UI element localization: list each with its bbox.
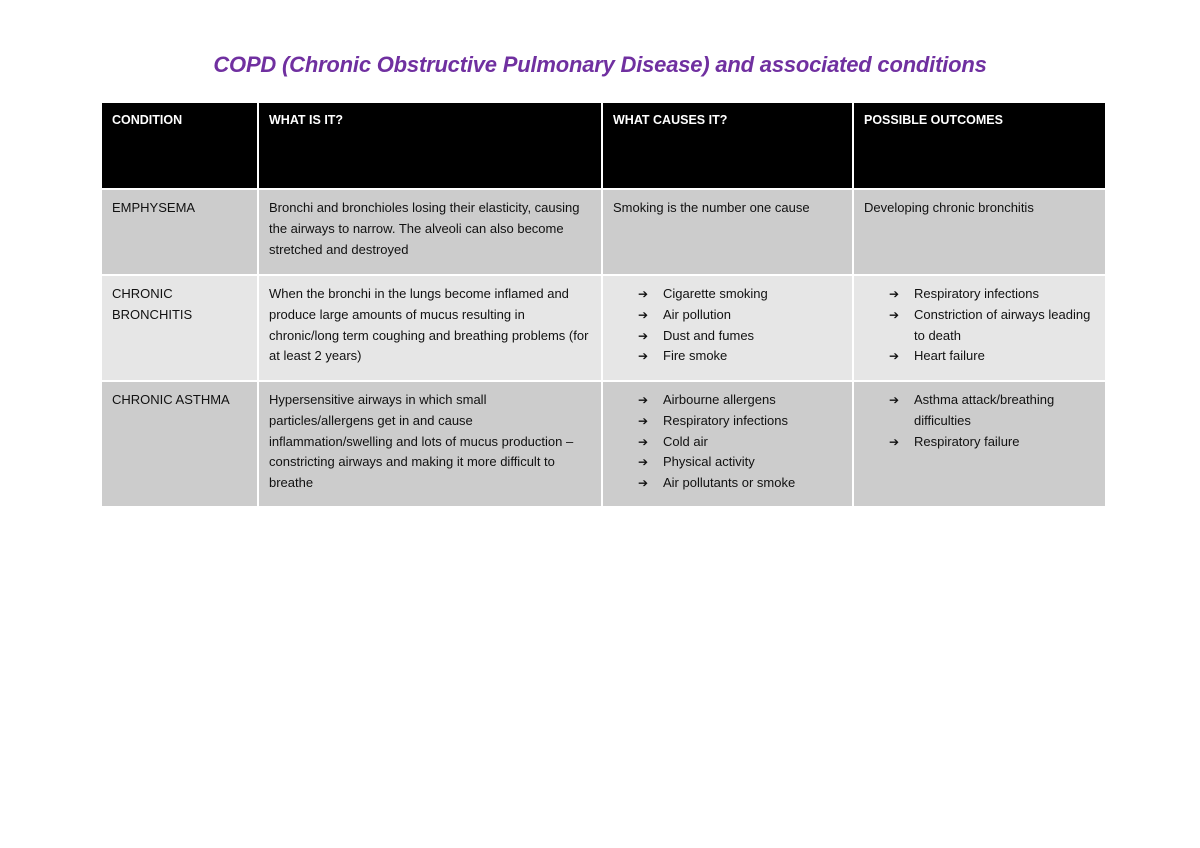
arrow-right-icon: ➔ <box>889 349 900 364</box>
list-item-text: Heart failure <box>914 348 985 364</box>
list-item-text: Air pollutants or smoke <box>663 475 796 491</box>
header-possible-outcomes: POSSIBLE OUTCOMES <box>854 103 1105 188</box>
list-item <box>889 390 1095 432</box>
cell-what-emphysema: Bronchi and bronchioles losing their elasticity, causing the airways to narrow. The alveoli can also become stretched and destroyed <box>259 190 601 274</box>
list-item-text: Cold air <box>663 433 708 449</box>
conditions-table <box>102 103 1100 506</box>
cell-condition-emphysema: EMPHYSEMA <box>102 190 257 274</box>
arrow-right-icon: ➔ <box>889 434 900 449</box>
arrow-right-icon: ➔ <box>638 393 649 407</box>
list-item-text: Constriction of airways leading to death <box>914 306 1091 343</box>
list-item-text: Respiratory failure <box>914 433 1020 449</box>
cell-what-chronic-asthma: Hypersensitive airways in which small particles/allergens get in and cause inflammation/swelling and lots of mucus production – constricting airways and making it more difficult to breathe <box>259 382 601 506</box>
cell-condition-chronic-bronchitis: CHRONIC BRONCHITIS <box>102 276 257 380</box>
list-item-text: Air pollution <box>663 306 731 322</box>
cell-outcomes-chronic-bronchitis <box>854 276 1105 380</box>
arrow-right-icon: ➔ <box>889 393 900 407</box>
outcomes-list-chronic-bronchitis <box>864 284 1095 367</box>
arrow-right-icon: ➔ <box>638 455 649 470</box>
cell-causes-chronic-asthma <box>603 382 852 506</box>
list-item-text: Fire smoke <box>663 348 728 364</box>
list-item <box>889 305 1095 347</box>
arrow-right-icon: ➔ <box>638 434 649 449</box>
header-what-is-it: WHAT IS IT? <box>259 103 601 188</box>
list-item <box>638 346 842 367</box>
header-what-causes-it: WHAT CAUSES IT? <box>603 103 852 188</box>
outcomes-list-chronic-asthma <box>864 390 1095 452</box>
cell-what-chronic-bronchitis: When the bronchi in the lungs become inflamed and produce large amounts of mucus resulting in chronic/long term coughing and breathing problems (for at least 2 years) <box>259 276 601 380</box>
causes-list-chronic-asthma <box>613 390 842 494</box>
list-item-text: Physical activity <box>663 454 755 470</box>
list-item-text: Dust and fumes <box>663 327 755 343</box>
list-item <box>889 346 1095 367</box>
cell-causes-emphysema: Smoking is the number one cause <box>603 190 852 274</box>
cell-causes-chronic-bronchitis <box>603 276 852 380</box>
arrow-right-icon: ➔ <box>638 349 649 364</box>
arrow-right-icon: ➔ <box>638 328 649 343</box>
list-item-text: Respiratory infections <box>914 286 1039 301</box>
list-item-text: Respiratory infections <box>663 412 788 428</box>
arrow-right-icon: ➔ <box>638 476 649 491</box>
causes-list-chronic-bronchitis <box>613 284 842 367</box>
list-item <box>889 432 1095 453</box>
cell-outcomes-chronic-asthma <box>854 382 1105 506</box>
list-item <box>638 284 842 305</box>
arrow-right-icon: ➔ <box>889 287 900 301</box>
list-item <box>638 452 842 473</box>
header-condition: CONDITION <box>102 103 257 188</box>
list-item <box>638 305 842 326</box>
cell-outcomes-emphysema: Developing chronic bronchitis <box>854 190 1105 274</box>
list-item <box>638 326 842 347</box>
list-item <box>638 390 842 411</box>
list-item <box>638 432 842 453</box>
list-item <box>638 473 842 494</box>
list-item-text: Airbourne allergens <box>663 392 776 407</box>
page-title: COPD (Chronic Obstructive Pulmonary Disease) and associated conditions <box>213 52 987 77</box>
cell-condition-chronic-asthma: CHRONIC ASTHMA <box>102 382 257 506</box>
arrow-right-icon: ➔ <box>889 307 900 322</box>
list-item <box>889 284 1095 305</box>
list-item-text: Cigarette smoking <box>663 286 768 301</box>
arrow-right-icon: ➔ <box>638 413 649 428</box>
arrow-right-icon: ➔ <box>638 287 649 301</box>
list-item <box>638 411 842 432</box>
arrow-right-icon: ➔ <box>638 307 649 322</box>
list-item-text: Asthma attack/breathing difficulties <box>914 392 1055 428</box>
